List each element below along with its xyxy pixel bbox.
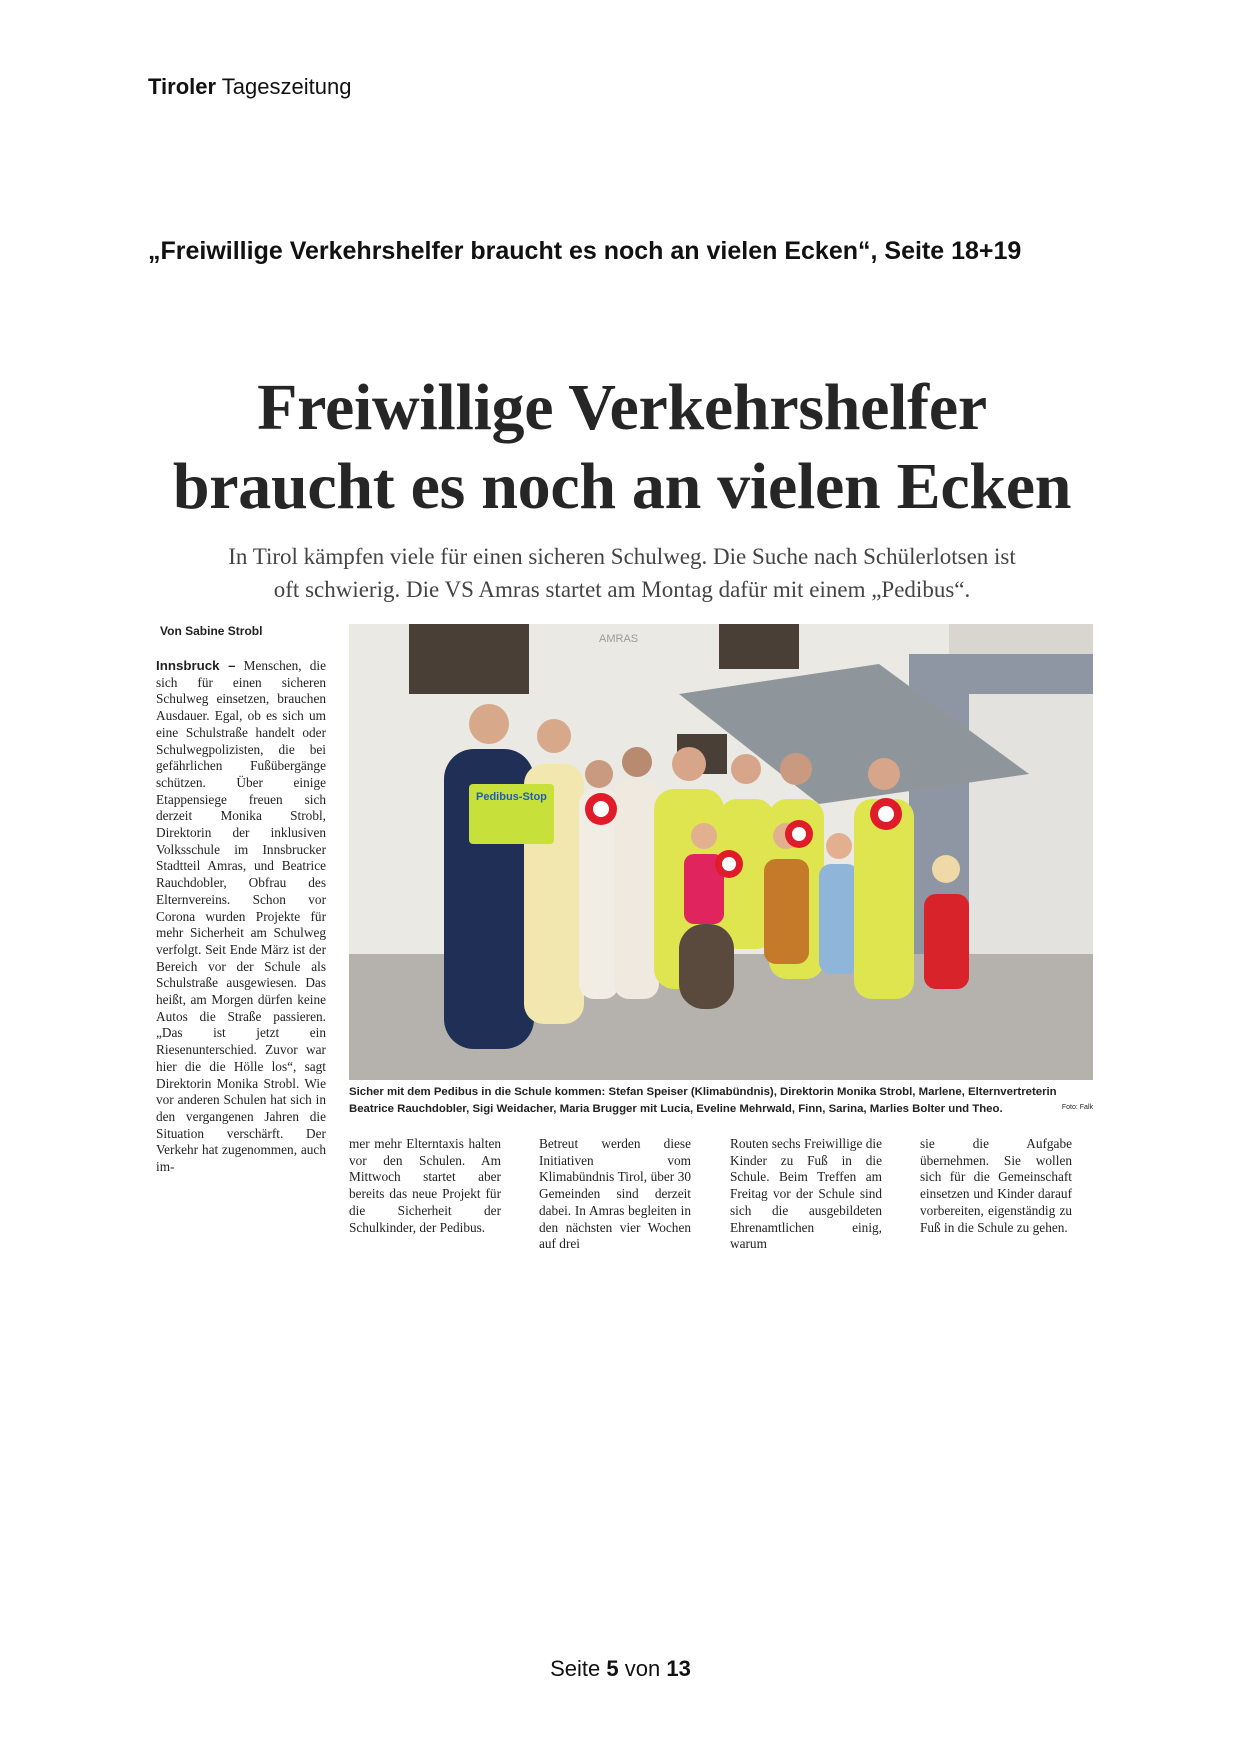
article-column-3: Betreut werden diese Initiativen vom Klimabündnis Tirol, über 30 Gemeinden sind derzeit dabei. In Amras begleiten in den nächsten vier Wochen auf drei xyxy=(539,1136,691,1252)
headline-line-1: Freiwillige Verkehrshelfer xyxy=(257,371,987,444)
article-column-2: mer mehr Elterntaxis halten vor den Schulen. Am Mittwoch startet aber bereits das neue Projekt für die Sicherheit der Schulkinder, der Pedibus. xyxy=(349,1136,501,1235)
article-photo xyxy=(349,624,1093,1080)
newspaper-clipping xyxy=(152,368,1093,1252)
article-column-1 xyxy=(156,658,326,1176)
column-1-text: Menschen, die sich für einen sicheren Schulweg einsetzen, brauchen Ausdauer. Egal, ob es sich um eine Schulstraße handelt oder Schulwegpolizisten, die bei gefährlichen Fußübergänge schützen. Über einige Etappensiege freuen sich derzeit Monika Strobl, Direktorin der inklusiven Volksschule im Innsbrucker Stadtteil Amras, und Beatrice Rauchdobler, Obfrau des Elternvereins. Schon vor Corona wurden Projekte für mehr Sicherheit am Schulweg verfolgt. Seit Ende März ist der Bereich vor der Schule als Schulstraße ausgewiesen. Das heißt, am Morgen dürfen keine Autos die Straße passieren. „Das ist jetzt ein Riesenunterschied. Zuvor war hier die die Hölle los“, sagt Direktorin Monika Strobl. Wie vor anderen Schulen hat sich in den vergangenen Jahren die Situation verschärft. Der Verkehr hat zugenommen, auch im- xyxy=(156,658,326,1175)
footer-middle: von xyxy=(624,1656,661,1681)
building-lettering: AMRAS xyxy=(599,633,639,645)
article-column-5: sie die Aufgabe übernehmen. Sie wollen sich für die Gemeinschaft einsetzen und Kinder darauf vorbereiten, eigenständig zu Fuß in die Schule zu gehen. xyxy=(920,1136,1072,1235)
page-number: 5 xyxy=(606,1656,619,1681)
publication-name-bold: Tiroler xyxy=(148,74,217,99)
photo-credit: Foto: Falk xyxy=(1061,1104,1093,1111)
caption-text: Sicher mit dem Pedibus in die Schule kommen: Stefan Speiser (Klimabündnis), Direktorin Monika Strobl, Marlene, Elternvertreterin Beatrice Rauchdobler, Sigi Weidacher, Maria Brugger mit Lucia, Eveline Mehrwald, Finn, Sarina, Marlies Bolter und Theo. xyxy=(349,1086,1057,1115)
dateline: Innsbruck – xyxy=(156,658,236,673)
article-headline xyxy=(152,368,1092,526)
publication-name-regular: Tageszeitung xyxy=(221,74,352,99)
page-total: 13 xyxy=(666,1656,691,1681)
pedibus-sign-text: Pedibus-Stop xyxy=(476,791,547,803)
subhead-line-1: In Tirol kämpfen viele für einen sicheren Schulweg. Die Suche nach Schülerlotsen ist xyxy=(228,544,1016,569)
footer-prefix: Seite xyxy=(550,1656,601,1681)
photo-caption xyxy=(349,1084,1093,1118)
page-footer xyxy=(0,1656,1241,1682)
document-title: „Freiwillige Verkehrshelfer braucht es noch an vielen Ecken“, Seite 18+19 xyxy=(148,237,1022,265)
publication-name xyxy=(148,74,351,100)
article-column-4: Routen sechs Freiwillige die Kinder zu Fuß in die Schule. Beim Treffen am Freitag vor der Schule sind sich die ausgebildeten Ehrenamtlichen einig, warum xyxy=(730,1136,882,1252)
article-subheadline xyxy=(152,540,1092,606)
subhead-line-2: oft schwierig. Die VS Amras startet am Montag dafür mit einem „Pedibus“. xyxy=(273,577,971,602)
headline-line-2: braucht es noch an vielen Ecken xyxy=(172,450,1072,523)
byline: Von Sabine Strobl xyxy=(160,624,263,638)
